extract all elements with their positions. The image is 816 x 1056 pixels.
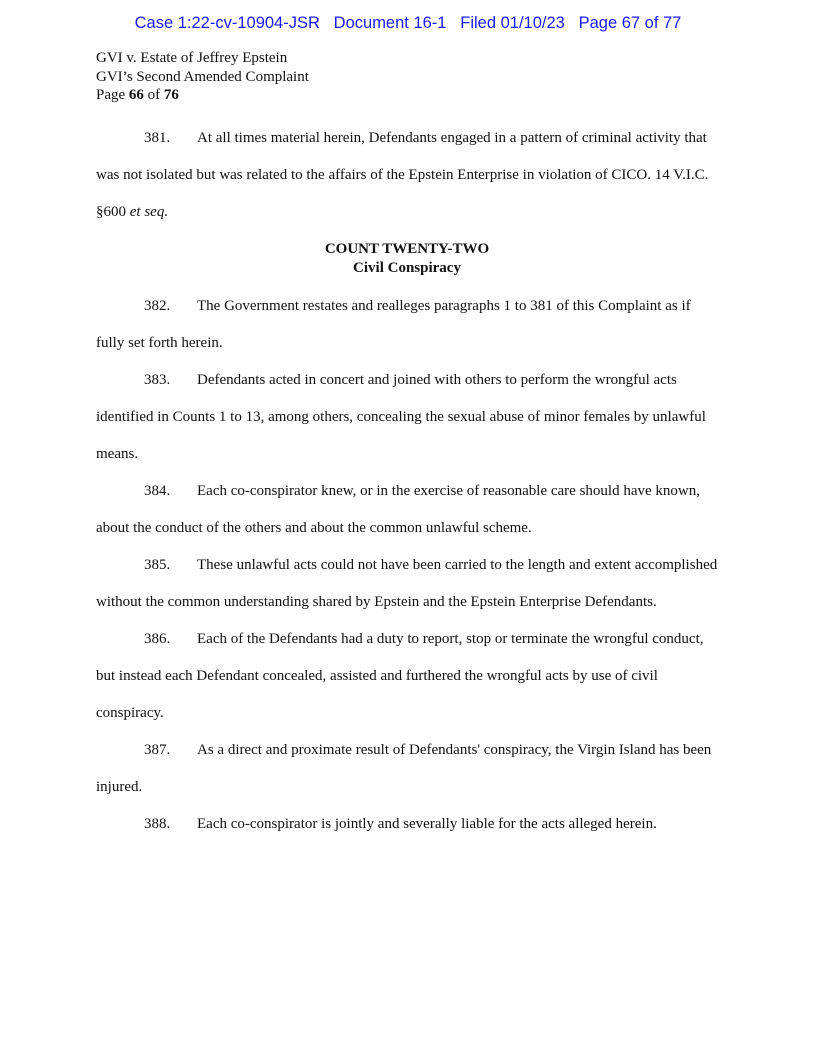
paragraph-text: As a direct and proximate result of Defendants' conspiracy, the Virgin Island has been injured.: [96, 742, 712, 795]
paragraph-number: 388.: [144, 816, 171, 832]
paragraph-number: 385.: [144, 557, 171, 573]
paragraph-text: Each of the Defendants had a duty to report, stop or terminate the wrongful conduct, but instead each Defendant concealed, assisted and furthered the wrongful acts by use of civil conspiracy.: [96, 631, 704, 721]
paragraph-number: 381.: [144, 130, 171, 146]
court-filing-stamp: [0, 14, 816, 33]
stamp-filed-date: Filed 01/10/23: [460, 14, 565, 32]
header-page-total: 76: [163, 87, 179, 104]
stamp-document-number: Document 16-1: [333, 14, 447, 32]
stamp-page-number: Page 67 of 77: [578, 14, 682, 32]
paragraph-number: 386.: [144, 631, 171, 647]
header-page-indicator: Page 66 of 76: [96, 87, 179, 104]
header-case-title: GVI v. Estate of Jeffrey Epstein: [96, 50, 288, 66]
paragraph-385: [96, 547, 718, 621]
paragraph-number: 384.: [144, 483, 171, 499]
paragraph-text: Defendants acted in concert and joined with others to perform the wrongful acts identified in Counts 1 to 13, among others, concealing the sexual abuse of minor females by unlawful means.: [96, 372, 706, 462]
paragraph-383: [96, 362, 718, 473]
paragraph-number: 387.: [144, 742, 171, 758]
document-body: [96, 120, 718, 843]
count-subtitle: Civil Conspiracy: [353, 260, 461, 276]
paragraph-386: [96, 621, 718, 732]
count-heading: [96, 240, 718, 278]
paragraph-text: These unlawful acts could not have been carried to the length and extent accomplished without the common understanding shared by Epstein and the Epstein Enterprise Defendants.: [96, 557, 718, 610]
paragraph-number: 382.: [144, 298, 171, 314]
paragraph-text: The Government restates and realleges paragraphs 1 to 381 of this Complaint as if fully set forth herein.: [96, 298, 691, 351]
paragraph-382: [96, 288, 718, 362]
header-page-num: 66: [128, 87, 144, 104]
paragraph-388: [96, 806, 718, 843]
paragraph-381: [96, 120, 718, 231]
paragraph-384: [96, 473, 718, 547]
paragraph-387: [96, 732, 718, 806]
stamp-case-number: Case 1:22-cv-10904-JSR: [134, 14, 320, 32]
paragraph-italic-citation: et seq.: [129, 204, 169, 220]
count-title: COUNT TWENTY-TWO: [324, 241, 490, 257]
paragraph-text: Each co-conspirator knew, or in the exercise of reasonable care should have known, about the conduct of the others and about the common unlawful scheme.: [96, 483, 700, 536]
paragraph-text: Each co-conspirator is jointly and severally liable for the acts alleged herein.: [197, 816, 657, 832]
document-header: [96, 49, 309, 105]
paragraph-text: At all times material herein, Defendants engaged in a pattern of criminal activity that was not isolated but was related to the affairs of the Epstein Enterprise in violation of CICO. 14 V.I.C. §600: [96, 130, 709, 220]
paragraph-number: 383.: [144, 372, 171, 388]
header-document-title: GVI’s Second Amended Complaint: [96, 68, 309, 85]
